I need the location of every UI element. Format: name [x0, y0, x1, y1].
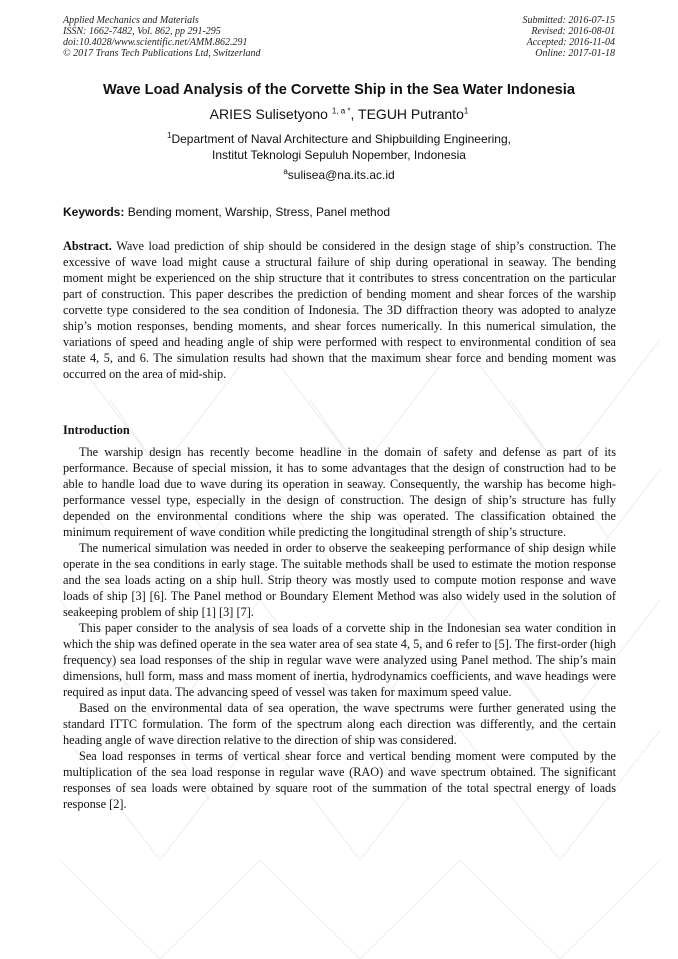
keywords	[63, 204, 623, 220]
journal-name: Applied Mechanics and Materials	[63, 15, 199, 26]
copyright-line: © 2017 Trans Tech Publications Ltd, Switzerland	[63, 48, 261, 59]
section-heading-introduction: Introduction	[63, 423, 130, 437]
doi-line: doi:10.4028/www.scientific.net/AMM.862.291	[63, 37, 248, 48]
abstract-text: Wave load prediction of ship should be considered in the design stage of ship’s construction. The excessive of wave load might cause a structural failure of ship during operational in seaway. The bending moment might be experienced on the ship structure that it contributes to stress concentration on the particular part of construction. This paper describes the prediction of bending moment and shear forces of the warship corvette type considered to the sea condition of Indonesia. The 3D diffraction theory was adopted to analyze ship’s motion responses, bending moments, and shear forces numerically. In this numerical simulation, the variations of speed and heading angle of ship were performed with respect to environmental condition of sea state 4, 5, and 6. The simulation results had shown that the maximum shear force and bending moment was occurred on the area of mid-ship.	[63, 239, 616, 381]
submitted-date: Submitted: 2016-07-15	[522, 15, 615, 26]
publication-dates	[523, 15, 616, 59]
paragraph: The warship design has recently become headline in the domain of safety and defense as part of its performance. Because of special mission, it has to some advantages that the design of construction had to be able to handle load due to wave during its operation in seaway. Consequently, the warship has become high-performance vessel type, especially in the design of construction. The design of ship’s structure has fully depended on the environmental conditions where the ship was operated. The classification obtained the minimum requirement of wave condition while predicting the longitudinal strength of ship’s structure.	[63, 445, 616, 539]
introduction-body	[63, 444, 616, 812]
author-line	[40, 105, 638, 123]
affiliation-line-1: Department of Naval Architecture and Shipbuilding Engineering,	[171, 132, 511, 146]
online-date: Online: 2017-01-18	[535, 48, 615, 59]
contact-email	[40, 167, 638, 183]
keywords-text: Bending moment, Warship, Stress, Panel method	[124, 205, 391, 219]
keywords-label: Keywords:	[63, 205, 125, 219]
affiliation	[40, 131, 638, 163]
publication-info	[63, 15, 261, 59]
paragraph: The numerical simulation was needed in order to observe the seakeeping performance of ship design while operate in the sea conditions in early stage. The suitable methods shall be used to estimate the motion response and the sea loads acting on a ship hull. Strip theory was mostly used to compute motion response and wave loads of ship [3] [6]. The Panel method or Boundary Element Method was also widely used in the solution of seakeeping problem of ship [1] [3] [7].	[63, 541, 616, 619]
paragraph: Based on the environmental data of sea operation, the wave spectrums were further generated using the standard ITTC formulation. The form of the spectrum along each direction was differently, and the certain heading angle of wave direction relative to the direction of ship was considered.	[63, 701, 616, 747]
affiliation-mark: 1	[167, 131, 172, 140]
abstract	[63, 238, 616, 382]
author-1-affiliation-mark: 1, a *	[331, 106, 351, 116]
author-separator: ,	[350, 106, 359, 122]
affiliation-line-2: Institut Teknologi Sepuluh Nopember, Indonesia	[212, 148, 466, 162]
email-address: sulisea@na.its.ac.id	[287, 168, 395, 182]
paper-title: Wave Load Analysis of the Corvette Ship in the Sea Water Indonesia	[103, 82, 575, 98]
revised-date: Revised: 2016-08-01	[531, 26, 615, 37]
email-mark: a	[283, 167, 288, 176]
abstract-label: Abstract.	[63, 239, 112, 253]
accepted-date: Accepted: 2016-11-04	[526, 37, 615, 48]
issn-line: ISSN: 1662-7482, Vol. 862, pp 291-295	[63, 26, 221, 37]
author-2-affiliation-mark: 1	[463, 106, 469, 116]
paragraph: Sea load responses in terms of vertical shear force and vertical bending moment were computed by the multiplication of the sea load response in regular wave (RAO) and wave spectrum obtained. The significant responses of sea loads were obtained by square root of the summation of the total spectral energy of loads response [2].	[63, 749, 616, 811]
author-2: TEGUH Putranto	[358, 106, 464, 122]
author-1: ARIES Sulisetyono	[209, 106, 332, 122]
paragraph: This paper consider to the analysis of sea loads of a corvette ship in the Indonesian sea water condition in which the ship was defined operate in the sea water area of sea state 4, 5, and 6 refer to [5]. The first-order (high frequency) sea load responses of the ship in regular wave were analyzed using Panel method. The ship’s main dimensions, hull form, mass and mass moment of inertia, hydrodynamics coefficients, and wave headings were required as input data. The advancing speed of vessel was taken for maximum speed value.	[63, 621, 616, 699]
